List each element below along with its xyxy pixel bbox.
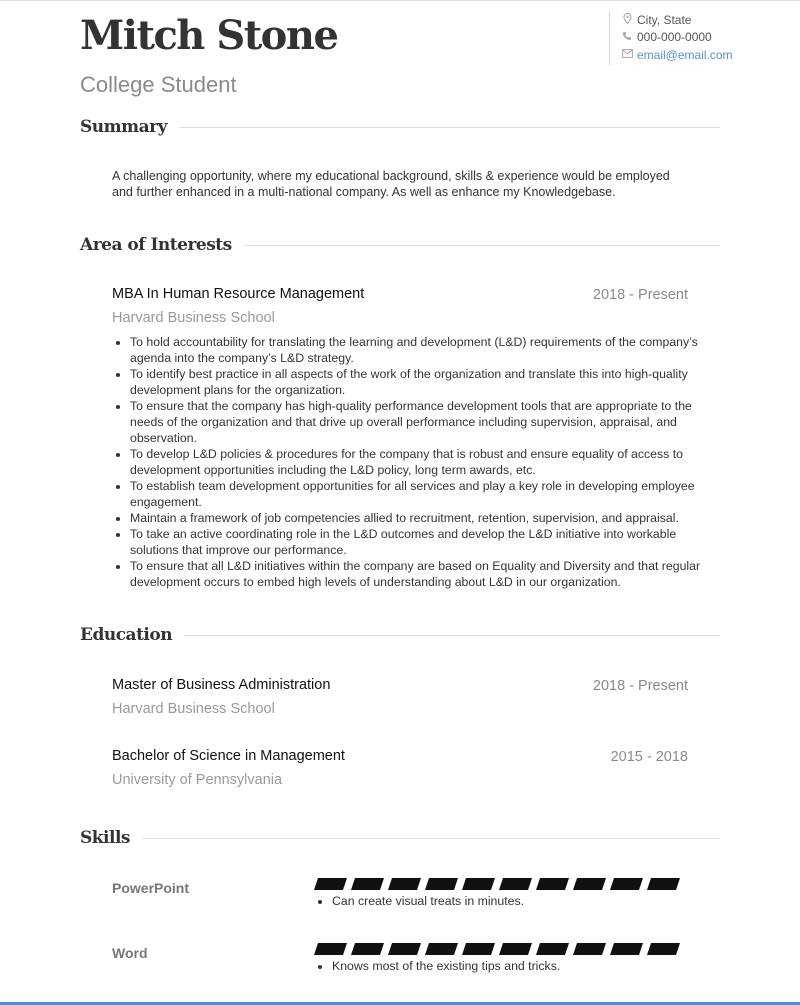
education-entry-org: Harvard Business School [112, 701, 275, 717]
map-pin-icon [620, 13, 634, 27]
skill-segment [388, 943, 421, 955]
education-heading: Education [80, 625, 173, 645]
skill-segment [314, 943, 347, 955]
envelope-icon [620, 49, 634, 61]
list-item: • To ensure that all L&D initiatives within the company are based on Equality and Diversity and that regular development occurs to embed high levels of understanding about L&D in our organization. [130, 558, 710, 590]
skill-segment [573, 878, 606, 890]
list-item: • To establish team development opportunities for all services and play a key role in developing employee engagement. [130, 478, 710, 510]
list-item: • To develop L&D policies & procedures for the company that is robust and ensure equality of access to development opportunities including the L&D policy, long term awards, etc. [130, 446, 710, 478]
location-text: City, State [637, 12, 692, 27]
section-divider [179, 127, 720, 128]
candidate-name: Mitch Stone [80, 12, 338, 59]
skill-segment [425, 943, 458, 955]
skill-segment [536, 878, 569, 890]
skills-heading: Skills [80, 828, 131, 848]
interests-heading: Area of Interests [80, 235, 232, 255]
skill-segment [573, 943, 606, 955]
skill-segment [610, 943, 643, 955]
skill-segment [499, 878, 532, 890]
interest-entry-title: MBA In Human Resource Management [112, 286, 365, 302]
skills-section-header [80, 828, 720, 848]
skill-level-bar [314, 943, 686, 955]
section-divider [184, 635, 720, 636]
interest-bullet-list [112, 334, 710, 590]
skill-note-list [314, 894, 524, 908]
summary-heading: Summary [80, 117, 167, 137]
summary-text: A challenging opportunity, where my educational background, skills & experience would be employed and further enhanced in a multi-national company. As well as enhance my Knowledgebase. [112, 169, 670, 199]
section-divider [142, 838, 720, 839]
education-entry-title: Master of Business Administration [112, 677, 331, 693]
email-link[interactable]: email@email.com [637, 47, 733, 62]
skill-segment [462, 878, 495, 890]
skill-segment [425, 878, 458, 890]
skill-segment [647, 943, 680, 955]
contact-phone [620, 29, 733, 47]
education-entry-date: 2018 - Present [592, 678, 688, 694]
list-item: • Knows most of the existing tips and tricks. [332, 959, 560, 973]
skill-segment [499, 943, 532, 955]
skill-segment [351, 878, 384, 890]
contact-email[interactable] [620, 46, 733, 64]
contact-location [620, 11, 733, 29]
skill-name: Word [112, 945, 148, 961]
list-item: • To hold accountability for translating the learning and development (L&D) requirements of the company’s agenda into the company’s L&D strategy. [130, 334, 710, 366]
list-item: • To identify best practice in all aspects of the work of the organization and translate this into high-quality development plans for the organization. [130, 366, 710, 398]
skill-segment [351, 943, 384, 955]
skill-segment [462, 943, 495, 955]
skill-segment [388, 878, 421, 890]
candidate-title: College Student [80, 72, 237, 97]
skill-segment [610, 878, 643, 890]
interest-entry-date: 2018 - Present [592, 287, 688, 303]
skill-segment [647, 878, 680, 890]
phone-icon [620, 31, 634, 44]
education-section-header [80, 625, 720, 645]
list-item: • To take an active coordinating role in the L&D outcomes and develop the L&D initiative into workable solutions that improve our performance. [130, 526, 710, 558]
education-entry-title: Bachelor of Science in Management [112, 748, 345, 764]
skill-segment [314, 878, 347, 890]
top-border [0, 0, 800, 1]
list-item: • Can create visual treats in minutes. [332, 894, 524, 908]
contact-block [609, 11, 733, 65]
section-divider [244, 245, 720, 246]
list-item: • Maintain a framework of job competencies allied to recruitment, retention, supervision, and appraisal. [130, 510, 710, 526]
interest-entry-org: Harvard Business School [112, 310, 275, 326]
skill-level-bar [314, 878, 686, 890]
education-entry-org: University of Pennsylvania [112, 772, 283, 788]
phone-text: 000-000-0000 [637, 30, 712, 45]
skill-name: PowerPoint [112, 880, 190, 896]
summary-section-header [80, 117, 720, 137]
skill-note-list [314, 959, 560, 973]
list-item: • To ensure that the company has high-quality performance development tools that are appropriate to the needs of the organization and that drive up overall performance including supervision, appraisal, and observation. [130, 398, 710, 446]
skill-segment [536, 943, 569, 955]
interests-section-header [80, 235, 720, 255]
education-entry-date: 2015 - 2018 [610, 749, 688, 765]
